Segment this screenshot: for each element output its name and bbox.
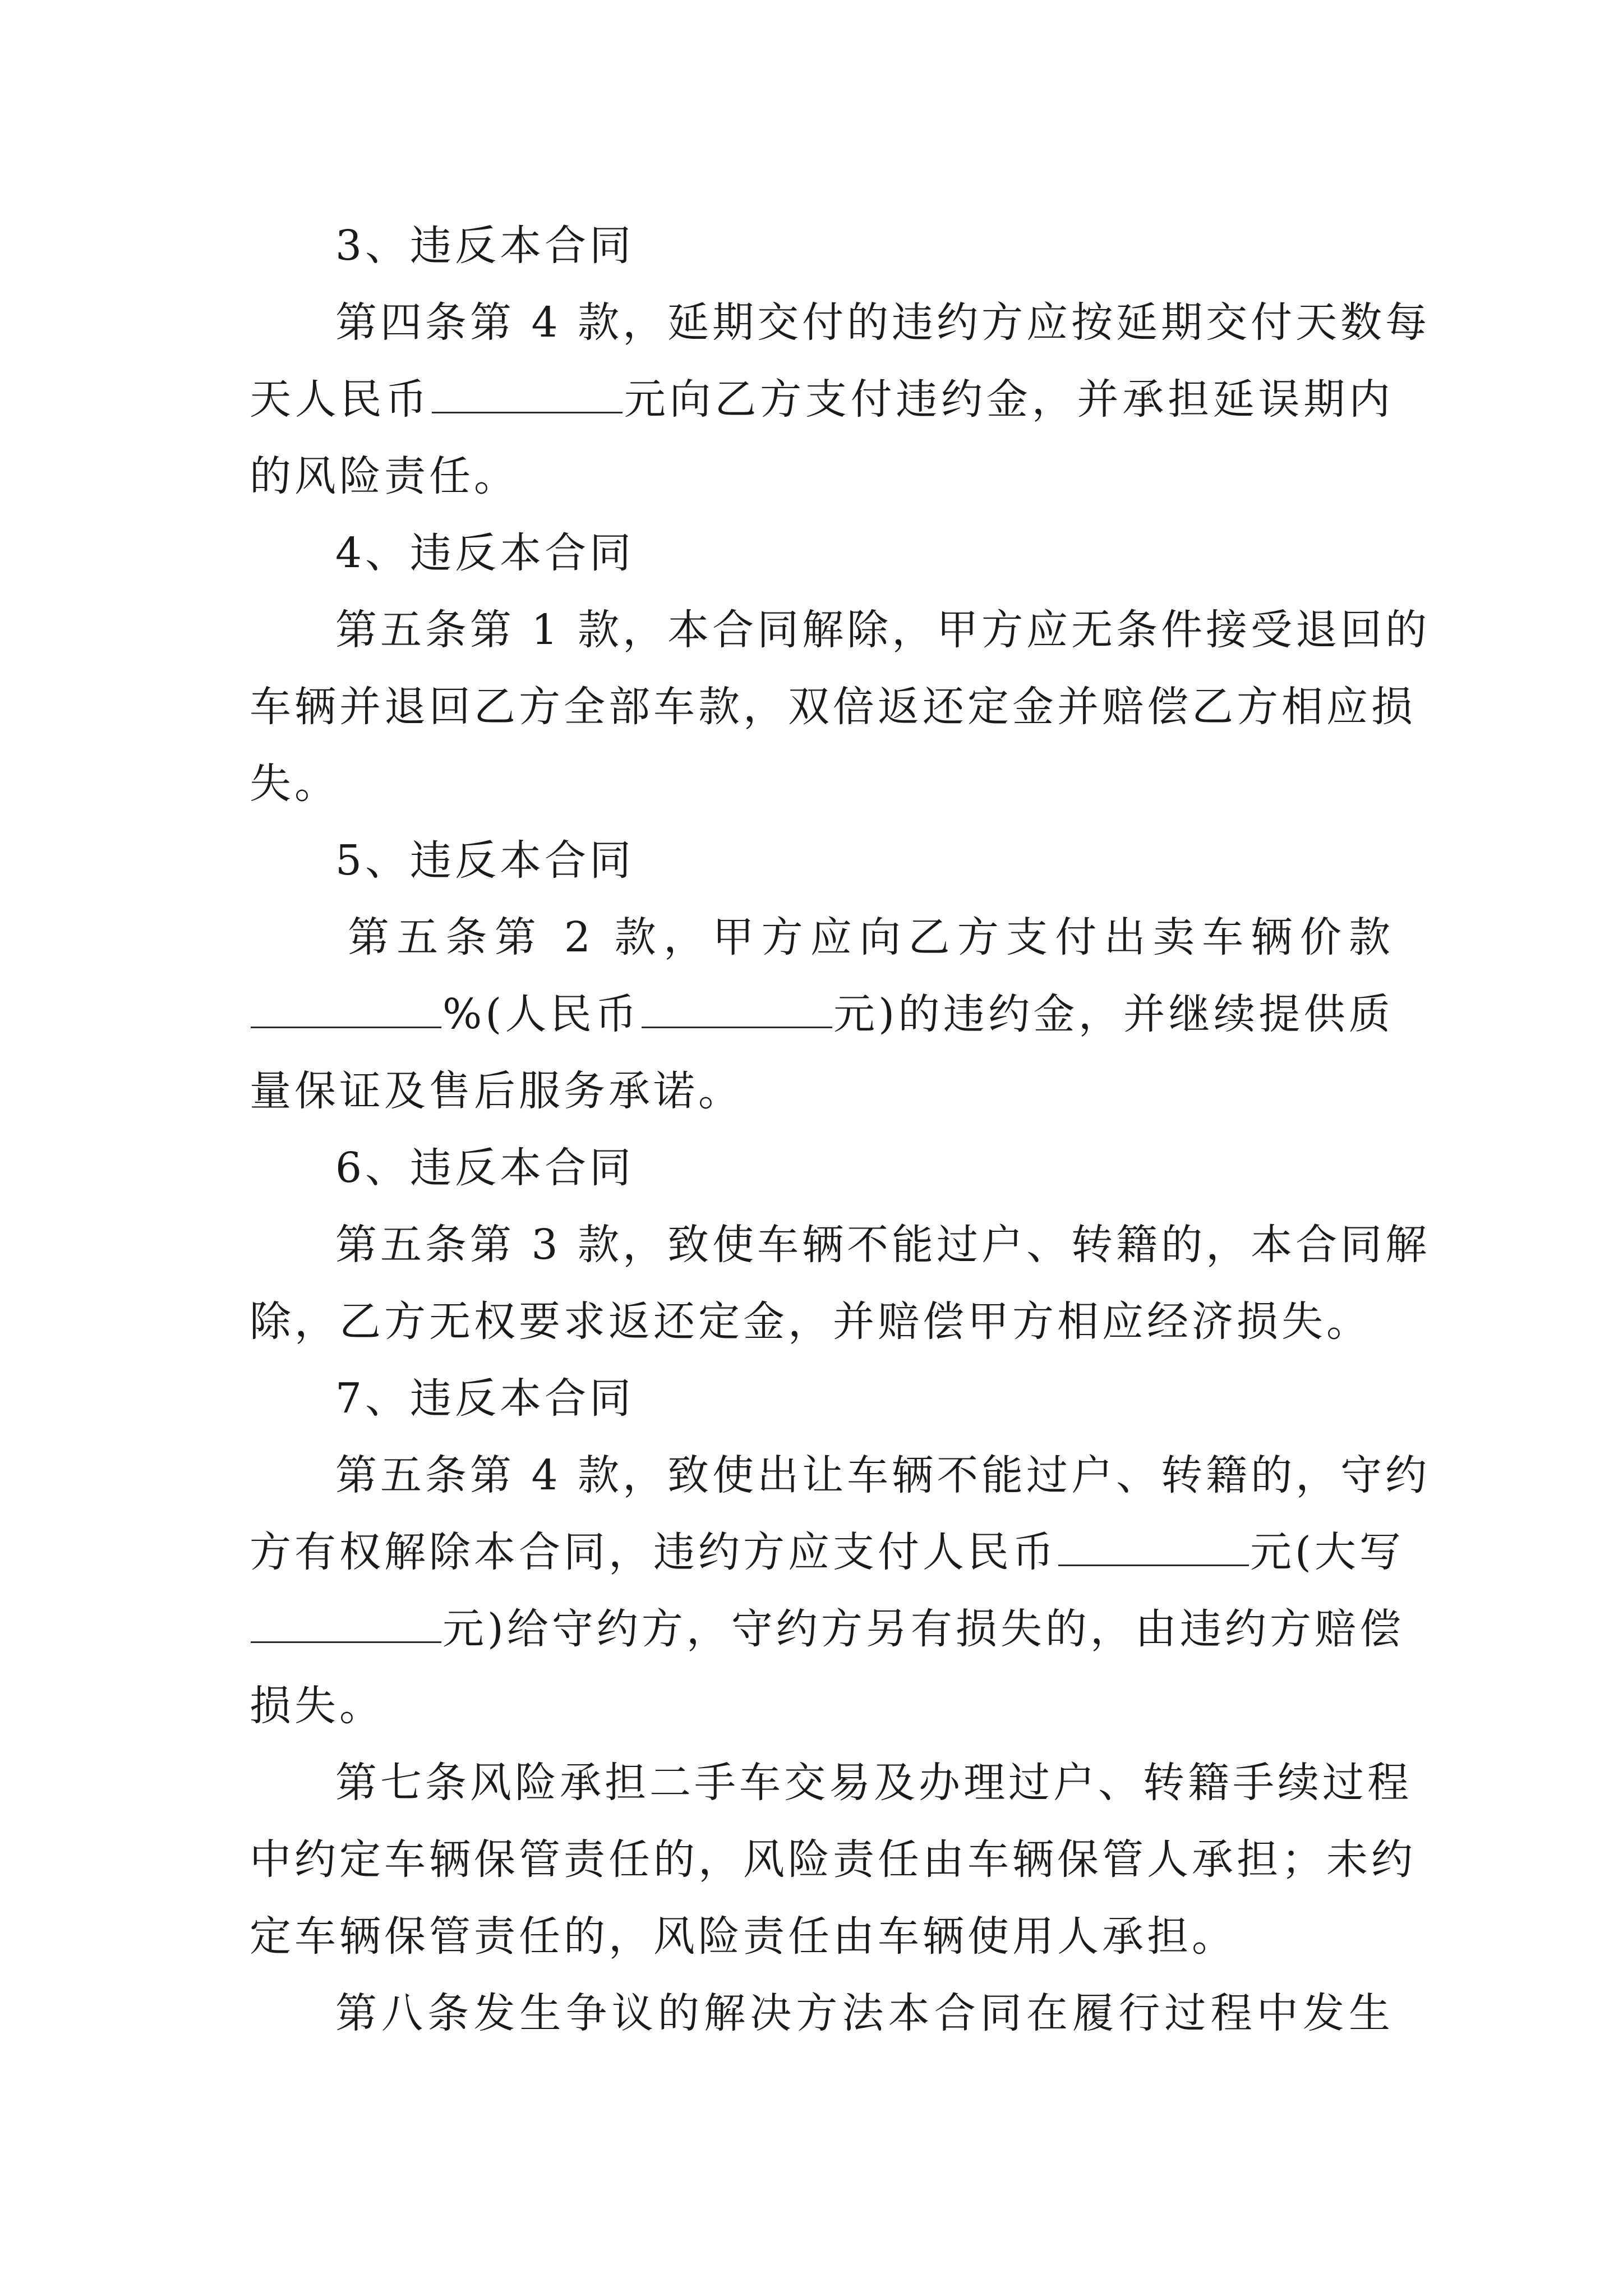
- percent-blank: [251, 987, 441, 1028]
- paragraph-line: 的风险责任。: [250, 452, 519, 500]
- paragraph-line: [250, 371, 1394, 427]
- paragraph-line: 第五条第 3 款，致使车辆不能过户、转籍的，本合同解: [335, 1221, 1431, 1269]
- paragraph-line: [250, 1601, 1404, 1657]
- paragraph-line: 第四条第 4 款，延期交付的违约方应按延期交付天数每: [335, 298, 1431, 347]
- heading-violation-4: 4、违反本合同: [335, 529, 635, 577]
- line-text: 元)给守约方，守约方另有损失的，由违约方赔偿: [442, 1605, 1404, 1653]
- amount-blank: [432, 372, 623, 413]
- line-text: %(人民币: [442, 990, 640, 1038]
- paragraph-line: 损失。: [250, 1682, 384, 1730]
- line-text: 元)的违约金，并继续提供质: [833, 990, 1394, 1038]
- amount-blank: [1058, 1525, 1249, 1566]
- line-text: 方有权解除本合同，违约方应支付人民币: [250, 1528, 1057, 1576]
- paragraph-line: 量保证及售后服务承诺。: [250, 1067, 743, 1115]
- paragraph-line: 定车辆保管责任的，风险责任由车辆使用人承担。: [250, 1912, 1237, 1961]
- line-text: 天人民币: [250, 375, 431, 424]
- paragraph-line: 第五条第 2 款，甲方应向乙方支付出卖车辆价款: [348, 913, 1394, 961]
- paragraph-line: [250, 1524, 1404, 1580]
- paragraph-line: 中约定车辆保管责任的，风险责任由车辆保管人承担；未约: [250, 1835, 1416, 1884]
- paragraph-line: 车辆并退回乙方全部车款，双倍返还定金并赔偿乙方相应损: [250, 683, 1416, 731]
- paragraph-line: 第五条第 4 款，致使出让车辆不能过户、转籍的，守约: [335, 1451, 1431, 1499]
- paragraph-line: 除，乙方无权要求返还定金，并赔偿甲方相应经济损失。: [250, 1297, 1371, 1346]
- paragraph-line: 第五条第 1 款，本合同解除，甲方应无条件接受退回的: [335, 606, 1431, 654]
- heading-violation-5: 5、违反本合同: [335, 836, 635, 885]
- heading-violation-6: 6、违反本合同: [335, 1144, 635, 1192]
- article-7-line: 第七条风险承担二手车交易及办理过户、转籍手续过程: [335, 1759, 1412, 1807]
- line-text: 元向乙方支付违约金，并承担延误期内: [624, 375, 1394, 424]
- heading-violation-3: 3、违反本合同: [335, 222, 635, 270]
- line-text: 元(大写: [1250, 1528, 1404, 1576]
- paragraph-line: 失。: [250, 760, 339, 808]
- article-8-line: 第八条发生争议的解决方法本合同在履行过程中发生: [335, 1989, 1394, 2037]
- heading-violation-7: 7、违反本合同: [335, 1374, 635, 1423]
- amount-blank: [642, 987, 832, 1028]
- paragraph-line: [250, 986, 1394, 1042]
- amount-uppercase-blank: [251, 1602, 441, 1643]
